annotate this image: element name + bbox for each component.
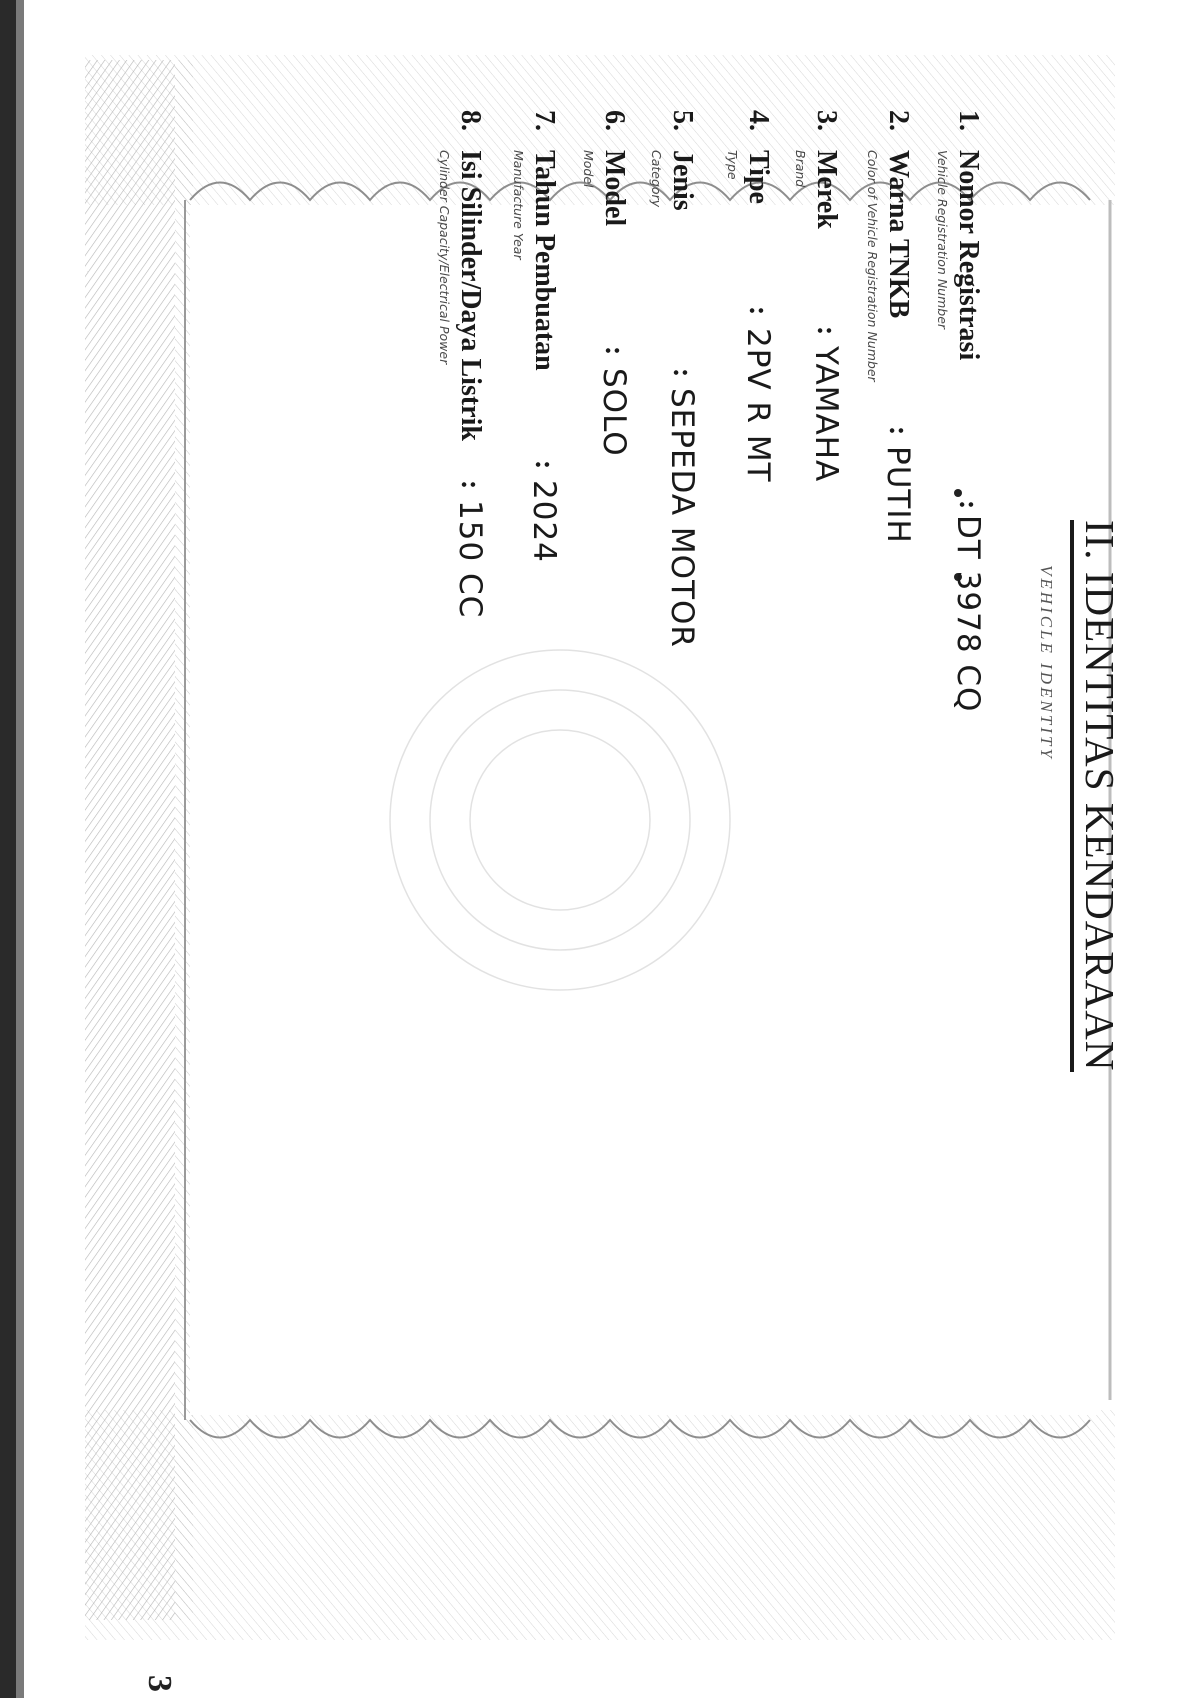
field-colon: : [743, 306, 774, 316]
field-value: PUTIH [880, 446, 916, 544]
field-sublabel: Model [581, 150, 596, 188]
field-sublabel: Manufacture Year [511, 150, 526, 260]
field-sublabel: Vehicle Registration Number [935, 150, 950, 330]
field-label: Warna TNKB [883, 150, 914, 319]
field-value: DT 3978 CQ [950, 515, 986, 713]
field-sublabel: Color of Vehicle Registration Number [865, 150, 880, 382]
field-value: 150 CC [452, 500, 488, 619]
field-value: YAMAHA [808, 346, 844, 483]
field-label: Tahun Pembuatan [529, 150, 560, 371]
field-sublabel: Cylinder Capacity/Electrical Power [437, 150, 452, 365]
field-label: Isi Silinder/Daya Listrik [455, 150, 486, 441]
field-value: SOLO [596, 368, 632, 457]
field-colon: : [599, 346, 630, 356]
field-value: SEPEDA MOTOR [664, 388, 700, 648]
field-colon: : [529, 460, 560, 470]
field-sublabel: Type [725, 150, 740, 180]
field-colon: : [883, 426, 914, 436]
section-title: II. IDENTITAS KENDARAAN [1070, 520, 1124, 1072]
field-sublabel: Category [649, 150, 664, 208]
field-number: 7. [529, 110, 560, 131]
field-number: 3. [811, 110, 842, 131]
field-label: Nomor Registrasi [953, 150, 984, 361]
field-colon: : [953, 500, 984, 510]
field-number: 5. [667, 110, 698, 131]
field-colon: : [455, 480, 486, 490]
field-value: 2PV R MT [740, 328, 776, 483]
field-label: Model [599, 150, 630, 227]
vehicle-identity-sheet [140, 110, 1140, 1692]
field-number: 4. [743, 110, 774, 131]
field-number: 6. [599, 110, 630, 131]
field-sublabel: Brand [793, 150, 808, 188]
field-value: 2024 [526, 480, 562, 563]
field-label: Merek [811, 150, 842, 229]
field-number: 1. [953, 110, 984, 131]
field-number: 8. [455, 110, 486, 131]
field-label: Tipe [743, 150, 774, 204]
field-colon: : [667, 368, 698, 378]
field-number: 2. [883, 110, 914, 131]
page-number: 3 [141, 1675, 178, 1692]
section-subtitle: VEHICLE IDENTITY [1037, 565, 1056, 761]
field-label: Jenis [667, 150, 698, 211]
field-colon: : [811, 326, 842, 336]
